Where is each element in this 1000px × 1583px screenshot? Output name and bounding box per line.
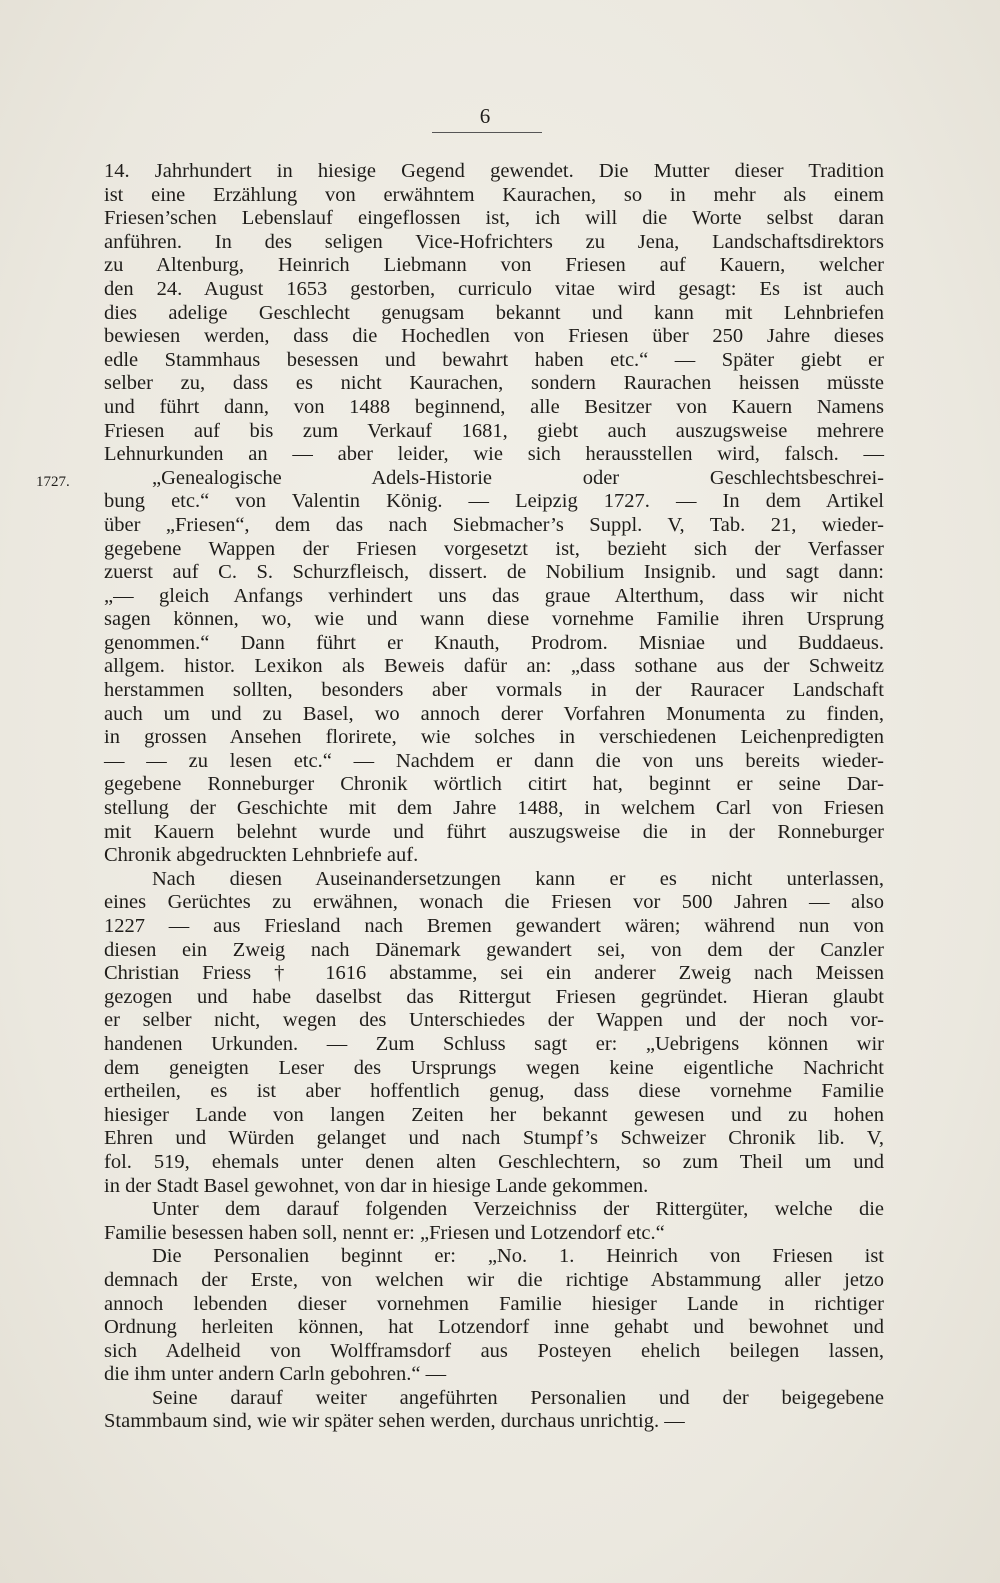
- text-line: dies adelige Geschlecht genugsam bekannt und kann mit Lehnbriefen: [104, 301, 884, 324]
- text-line: edle Stammhaus besessen und bewahrt haben etc.“ — Später giebt er: [104, 348, 884, 371]
- text-line: ertheilen, es ist aber hoffentlich genug, dass diese vornehme Familie: [104, 1080, 884, 1103]
- text-line: stellung der Geschichte mit dem Jahre 1488, in welchem Carl von Friesen: [104, 797, 884, 820]
- text-line: allgem. histor. Lexikon als Beweis dafür an: „dass sothane aus der Schweitz: [104, 655, 884, 678]
- text-line: bung etc.“ von Valentin König. — Leipzig 1727. — In dem Artikel: [104, 490, 884, 513]
- text-line: und führt dann, von 1488 beginnend, alle Besitzer von Kauern Namens: [104, 395, 884, 418]
- text-line: eines Gerüchtes zu erwähnen, wonach die Friesen vor 500 Jahren — also: [104, 891, 884, 914]
- page-number-rule: [432, 132, 542, 133]
- text-line: die ihm unter andern Carln gebohren.“ —: [104, 1363, 447, 1386]
- text-line: Ehren und Würden gelanget und nach Stumpf’s Schweizer Chronik lib. V,: [104, 1127, 884, 1150]
- margin-note-year: 1727.: [36, 474, 70, 490]
- text-line: — — zu lesen etc.“ — Nachdem er dann die von uns bereits wieder-: [104, 749, 884, 772]
- text-line: sagen können, wo, wie und wann diese vornehme Familie ihren Ursprung: [104, 608, 884, 631]
- text-line: mit Kauern belehnt wurde und führt auszugsweise die in der Ronneburger: [104, 820, 884, 843]
- text-line: diesen ein Zweig nach Dänemark gewandert sei, von dem der Canzler: [104, 938, 884, 961]
- text-line: Friesen auf bis zum Verkauf 1681, giebt auch auszugsweise mehrere: [104, 419, 884, 442]
- text-line: Die Personalien beginnt er: „No. 1. Heinrich von Friesen ist: [152, 1245, 884, 1268]
- text-line: Unter dem darauf folgenden Verzeichniss der Rittergüter, welche die: [152, 1198, 884, 1221]
- text-line: hiesiger Lande von langen Zeiten her bekannt gewesen und zu hohen: [104, 1103, 884, 1126]
- page-number: 6: [479, 104, 491, 128]
- text-line: ist eine Erzählung von erwähntem Kaurachen, so in mehr als einem: [104, 183, 884, 206]
- text-line: herstammen sollten, besonders aber vormals in der Rauracer Landschaft: [104, 679, 884, 702]
- body-text: [104, 160, 884, 1434]
- text-line: selber zu, dass es nicht Kaurachen, sondern Raurachen heissen müsste: [104, 372, 884, 395]
- text-line: in der Stadt Basel gewohnet, von dar in hiesige Lande gekommen.: [104, 1174, 649, 1197]
- text-line: zuerst auf C. S. Schurzfleisch, dissert. de Nobilium Insignib. und sagt dann:: [104, 561, 884, 584]
- text-line: Ordnung herleiten können, hat Lotzendorf inne gehabt und bewohnet und: [104, 1316, 884, 1339]
- text-line: Lehnurkunden an — aber leider, wie sich herausstellen wird, falsch. —: [104, 443, 884, 466]
- text-line: dem geneigten Leser des Ursprungs wegen keine eigentliche Nachricht: [104, 1056, 884, 1079]
- text-line: bewiesen werden, dass die Hochedlen von Friesen über 250 Jahre dieses: [104, 325, 884, 348]
- text-line: „Genealogische Adels-Historie oder Geschlechtsbeschrei-: [152, 466, 884, 489]
- text-line: Seine darauf weiter angeführten Personalien und der beigegebene: [152, 1386, 884, 1409]
- text-line: „— gleich Anfangs verhindert uns das graue Alterthum, dass wir nicht: [104, 584, 884, 607]
- text-line: Stammbaum sind, wie wir später sehen werden, durchaus unrichtig. —: [104, 1410, 685, 1433]
- text-line: Chronik abgedruckten Lehnbriefe auf.: [104, 844, 419, 867]
- text-line: über „Friesen“, dem das nach Siebmacher’s Suppl. V, Tab. 21, wieder-: [104, 513, 884, 536]
- text-line: auch um und zu Basel, wo annoch derer Vorfahren Monumenta zu finden,: [104, 702, 884, 725]
- text-line: Friesen’schen Lebenslauf eingeflossen ist, ich will die Worte selbst daran: [104, 207, 884, 230]
- text-line: 1227 — aus Friesland nach Bremen gewandert wären; während nun von: [104, 915, 884, 937]
- text-line: Christian Friess † 1616 abstamme, sei ein anderer Zweig nach Meissen: [104, 962, 884, 985]
- text-line: anführen. In des seligen Vice-Hofrichters zu Jena, Landschaftsdirektors: [104, 230, 884, 253]
- text-line: er selber nicht, wegen des Unterschiedes der Wappen und der noch vor-: [104, 1009, 884, 1032]
- text-line: gegebene Ronneburger Chronik wörtlich citirt hat, beginnt er seine Dar-: [104, 773, 884, 796]
- text-line: den 24. August 1653 gestorben, curriculo vitae wird gesagt: Es ist auch: [104, 277, 884, 300]
- text-line: 14. Jahrhundert in hiesige Gegend gewendet. Die Mutter dieser Tradition: [104, 160, 884, 182]
- text-line: genommen.“ Dann führt er Knauth, Prodrom. Misniae und Buddaeus.: [104, 631, 884, 654]
- text-line: gegebene Wappen der Friesen vorgesetzt ist, bezieht sich der Verfasser: [104, 537, 884, 560]
- text-line: zu Altenburg, Heinrich Liebmann von Friesen auf Kauern, welcher: [104, 254, 884, 277]
- text-line: in grossen Ansehen florirete, wie solches in verschiedenen Leichenpredigten: [104, 726, 884, 749]
- text-line: fol. 519, ehemals unter denen alten Geschlechtern, so zum Theil um und: [104, 1150, 884, 1173]
- text-line: demnach der Erste, von welchen wir die richtige Abstammung aller jetzo: [104, 1268, 884, 1291]
- text-line: sich Adelheid von Wolfframsdorf aus Posteyen ehelich beilegen lassen,: [104, 1339, 884, 1362]
- text-line: handenen Urkunden. — Zum Schluss sagt er: „Uebrigens können wir: [104, 1032, 884, 1055]
- text-line: gezogen und habe daselbst das Rittergut Friesen gegründet. Hieran glaubt: [104, 985, 884, 1008]
- text-line: Familie besessen haben soll, nennt er: „Friesen und Lotzendorf etc.“: [104, 1221, 665, 1244]
- text-line: Nach diesen Auseinandersetzungen kann er es nicht unterlassen,: [152, 867, 884, 890]
- text-line: annoch lebenden dieser vornehmen Familie hiesiger Lande in richtiger: [104, 1292, 884, 1315]
